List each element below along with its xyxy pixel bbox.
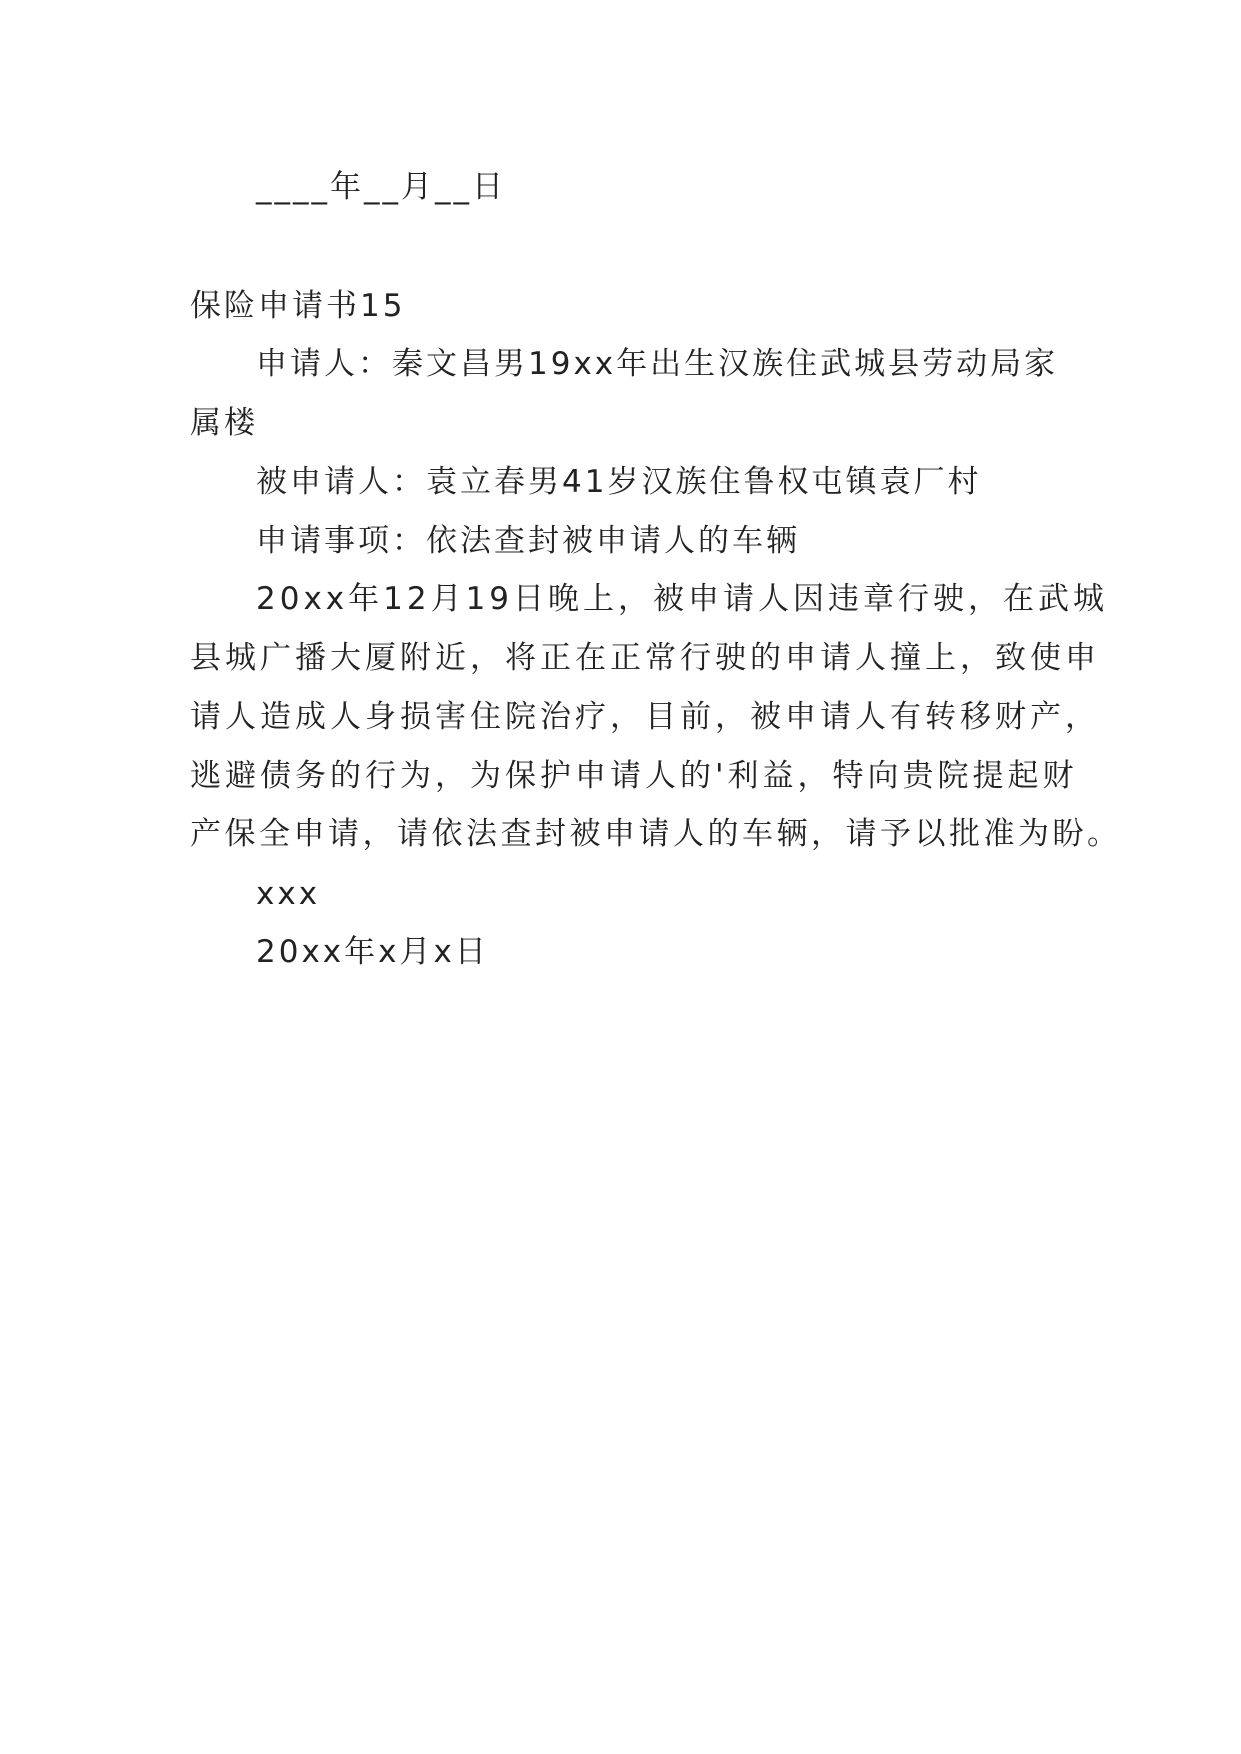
body-line: 20xx年12月19日晚上，被申请人因违章行驶，在武城 xyxy=(256,581,1109,617)
signed-date: 20xx年x月x日 xyxy=(256,934,489,970)
body-line: 县城广播大厦附近，将正在正常行驶的申请人撞上，致使申 xyxy=(190,640,1100,676)
applicant-line-2: 属楼 xyxy=(190,405,258,441)
body-line: 逃避债务的行为，为保护申请人的'利益，特向贵院提起财 xyxy=(190,758,1078,794)
applicant-line-1: 申请人：秦文昌男19xx年出生汉族住武城县劳动局家 xyxy=(256,346,1059,382)
body-line: 请人造成人身损害住院治疗，目前，被申请人有转移财产， xyxy=(190,699,1100,735)
date-blank-line: ____年__月__日 xyxy=(256,169,506,205)
document-title: 保险申请书15 xyxy=(190,288,406,324)
matter-line: 申请事项：依法查封被申请人的车辆 xyxy=(256,523,800,559)
respondent-line: 被申请人：袁立春男41岁汉族住鲁权屯镇袁厂村 xyxy=(256,464,982,500)
body-line: 产保全申请，请依法查封被申请人的车辆，请予以批准为盼。 xyxy=(190,816,1122,852)
signature: xxx xyxy=(256,876,321,912)
